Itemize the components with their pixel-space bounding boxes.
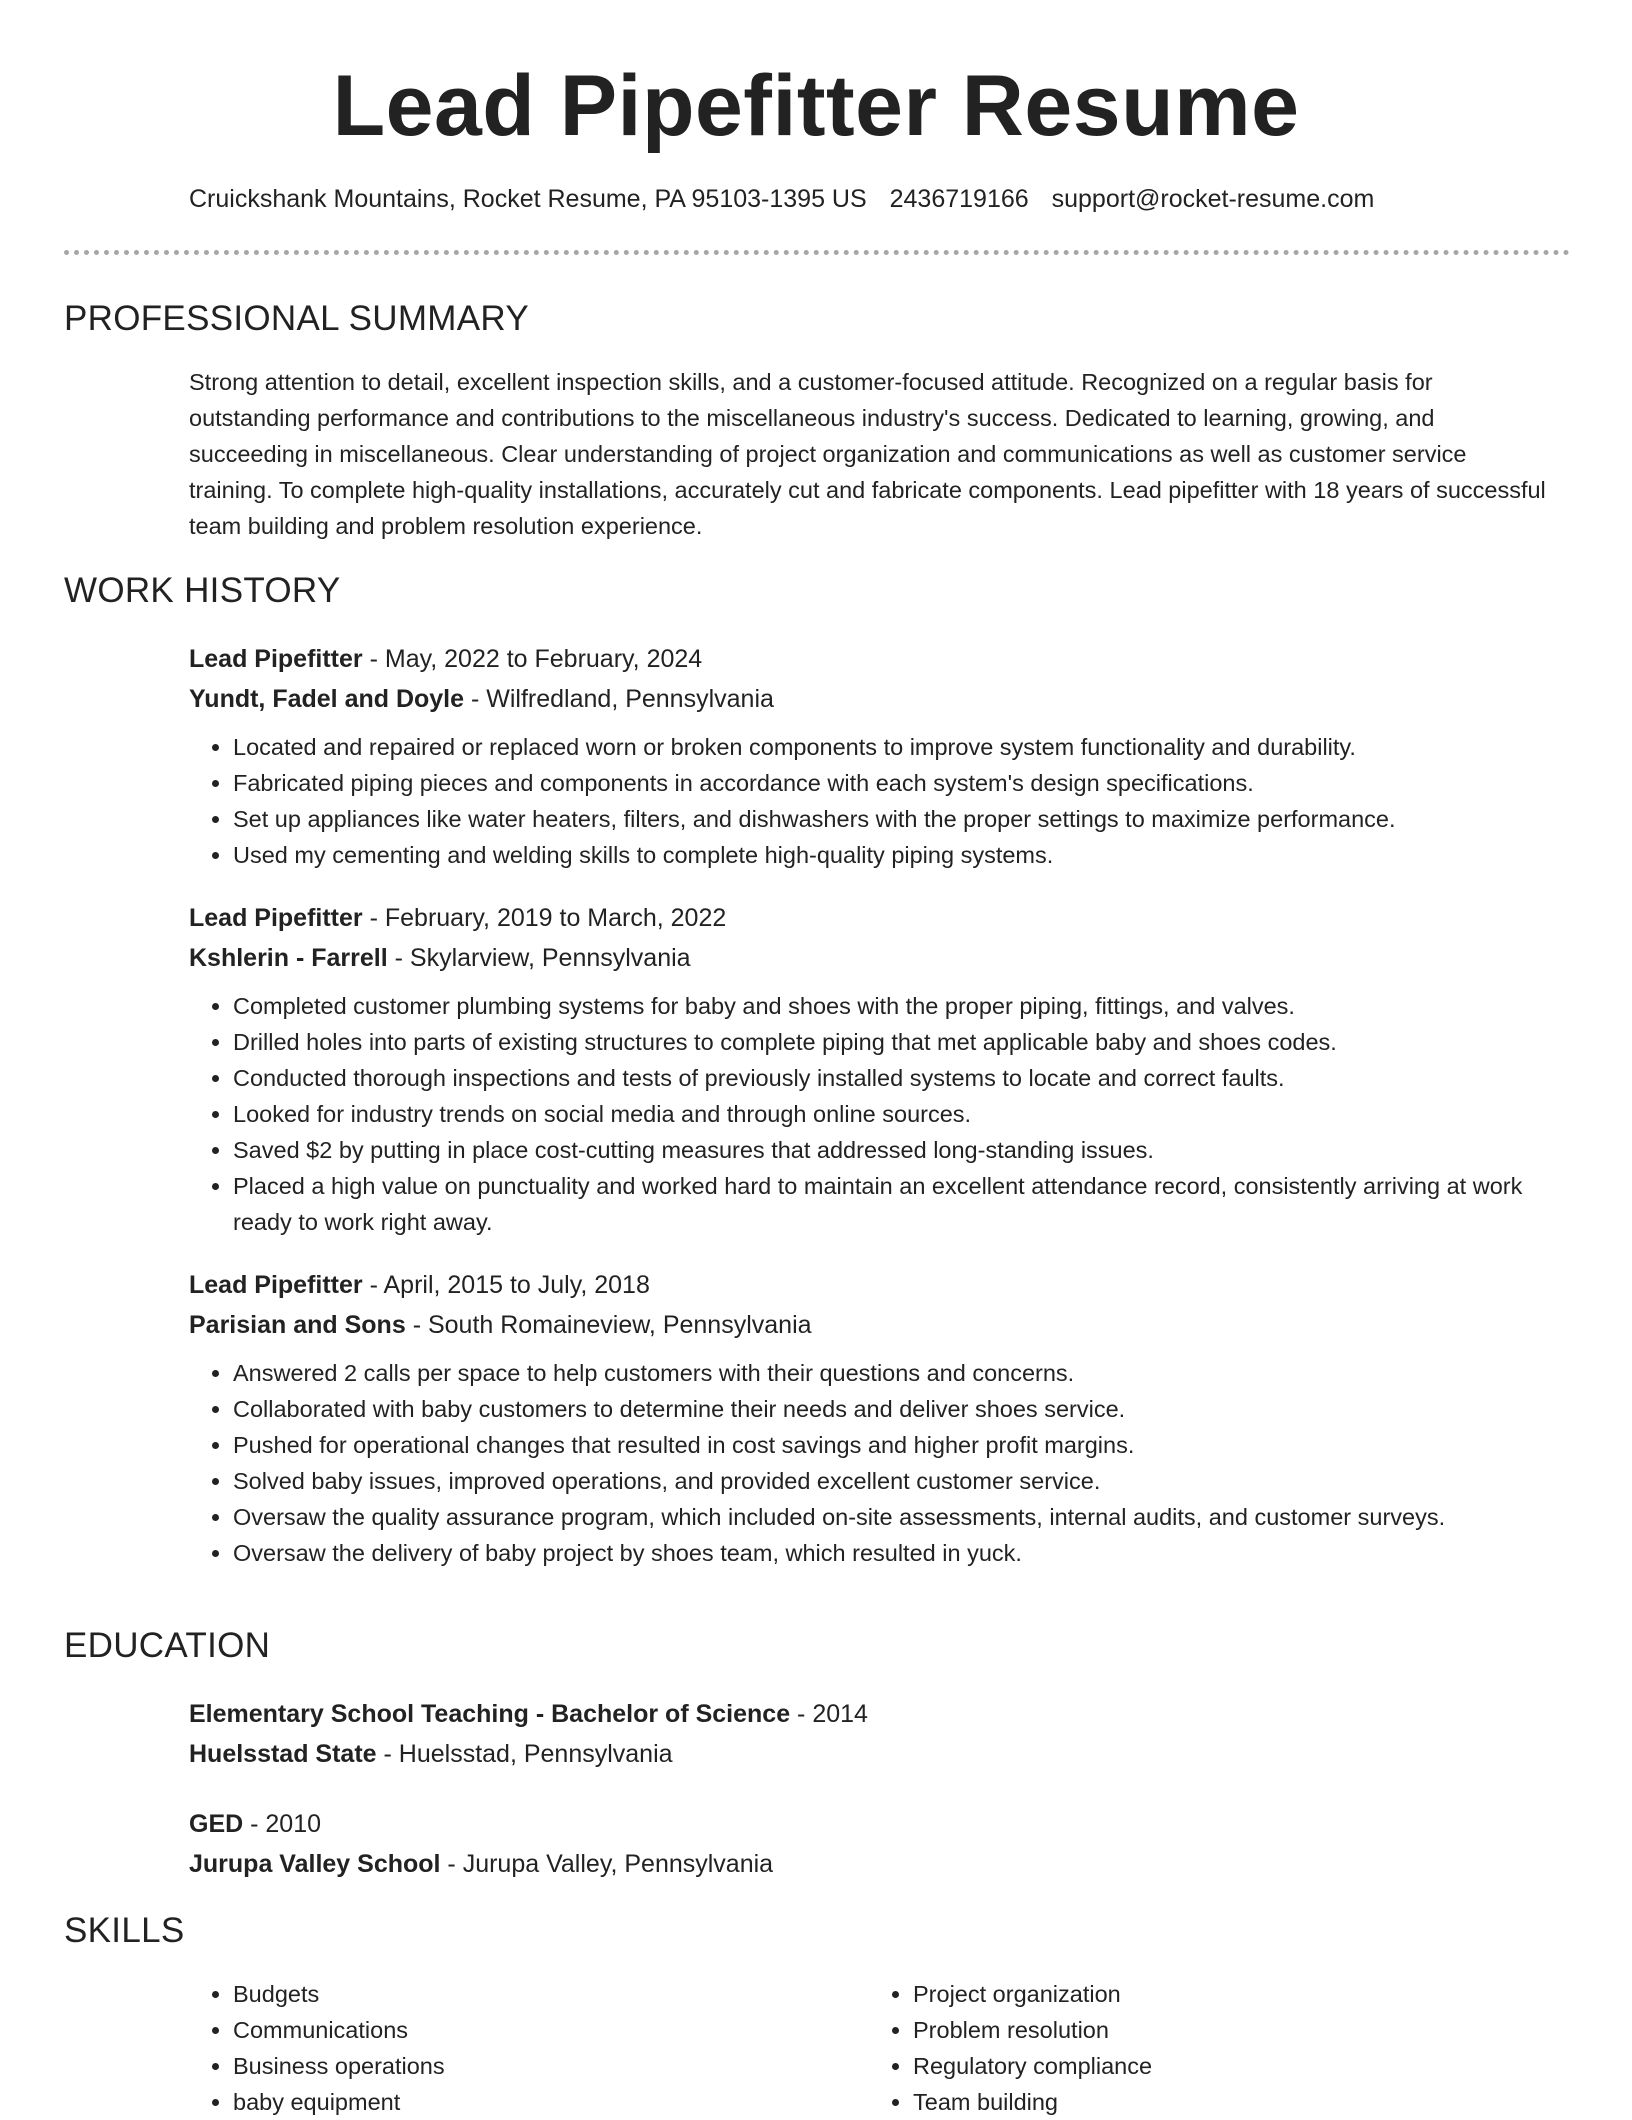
- job-entry: [189, 639, 1554, 873]
- list-item: • Conducted thorough inspections and tests of previously installed systems to locate and correct faults.: [233, 1060, 1554, 1096]
- list-item: • Located and repaired or replaced worn or broken components to improve system functionality and durability.: [233, 729, 1554, 765]
- education-year: - 2014: [790, 1700, 868, 1728]
- job-bullets: [189, 988, 1554, 1240]
- section-title-work-history: WORK HISTORY: [64, 571, 341, 610]
- list-item: • Communications: [233, 2012, 445, 2048]
- job-position: Lead Pipefitter: [189, 645, 363, 673]
- skills-list: [189, 1976, 1569, 2115]
- list-item: • Team building: [913, 2084, 1152, 2120]
- list-item: • Budgets: [233, 1976, 445, 2012]
- resume-title: Lead Pipefitter Resume: [332, 58, 1300, 154]
- list-item: • Oversaw the quality assurance program, which included on-site assessments, internal audits, and customer surveys.: [233, 1499, 1554, 1535]
- education-degree: GED: [189, 1810, 244, 1838]
- list-item: • Pushed for operational changes that resulted in cost savings and higher profit margins.: [233, 1427, 1554, 1463]
- job-company: Parisian and Sons: [189, 1311, 406, 1339]
- job-position: Lead Pipefitter: [189, 1271, 363, 1299]
- job-company-line: [189, 938, 1554, 978]
- section-title-education: EDUCATION: [64, 1626, 271, 1665]
- education-location: - Huelsstad, Pennsylvania: [376, 1740, 673, 1768]
- list-item: • Completed customer plumbing systems for baby and shoes with the proper piping, fittings, and valves.: [233, 988, 1554, 1024]
- education-school: Huelsstad State: [189, 1740, 377, 1768]
- job-title-line: [189, 639, 1554, 679]
- education-location: - Jurupa Valley, Pennsylvania: [440, 1850, 774, 1878]
- section-title-skills: SKILLS: [64, 1911, 185, 1950]
- education-degree-line: [189, 1804, 1554, 1844]
- list-item: • baby equipment: [233, 2084, 445, 2120]
- education-school-line: [189, 1734, 1554, 1774]
- job-dates: - April, 2015 to July, 2018: [362, 1271, 650, 1299]
- list-item: • Used my cementing and welding skills to complete high-quality piping systems.: [233, 837, 1554, 873]
- job-company-line: [189, 1305, 1554, 1345]
- education-year: - 2010: [243, 1810, 322, 1838]
- job-bullets: [189, 729, 1554, 873]
- work-history-list: [189, 639, 1554, 1596]
- skills-column-left: [189, 1976, 445, 2120]
- list-item: • Saved $2 by putting in place cost-cutting measures that addressed long-standing issues.: [233, 1132, 1554, 1168]
- education-list: [189, 1694, 1554, 1914]
- contact-email: support@rocket-resume.com: [1051, 185, 1375, 213]
- list-item: • Project organization: [913, 1976, 1152, 2012]
- job-company: Yundt, Fadel and Doyle: [189, 685, 465, 713]
- list-item: • Oversaw the delivery of baby project by shoes team, which resulted in yuck.: [233, 1535, 1554, 1571]
- skills-bullets: [869, 1976, 1152, 2120]
- section-title-summary: PROFESSIONAL SUMMARY: [64, 299, 529, 338]
- list-item: • Drilled holes into parts of existing structures to complete piping that met applicable baby and shoes codes.: [233, 1024, 1554, 1060]
- list-item: • Regulatory compliance: [913, 2048, 1152, 2084]
- job-company-line: [189, 679, 1554, 719]
- list-item: • Solved baby issues, improved operations, and provided excellent customer service.: [233, 1463, 1554, 1499]
- education-degree: Elementary School Teaching - Bachelor of Science: [189, 1700, 791, 1728]
- education-entry: [189, 1694, 1554, 1774]
- education-school: Jurupa Valley School: [189, 1850, 441, 1878]
- job-position: Lead Pipefitter: [189, 904, 363, 932]
- header-divider: [64, 250, 1570, 255]
- job-entry: [189, 898, 1554, 1240]
- education-school-line: [189, 1844, 1554, 1884]
- list-item: • Problem resolution: [913, 2012, 1152, 2048]
- summary-text: Strong attention to detail, excellent inspection skills, and a customer-focused attitude. Recognized on a regular basis for outstanding performance and contributions to the miscellaneous industry's success. Dedicated to learning, growing, and succeeding in miscellaneous. Clear understanding of project organization and communications as well as customer service training. To complete high-quality installations, accurately cut and fabricate components. Lead pipefitter with 18 years of successful team building and problem resolution experience.: [189, 369, 1546, 539]
- education-entry: [189, 1804, 1554, 1884]
- job-entry: [189, 1265, 1554, 1571]
- contact-phone: 2436719166: [889, 185, 1029, 213]
- list-item: • Collaborated with baby customers to determine their needs and deliver shoes service.: [233, 1391, 1554, 1427]
- list-item: • Looked for industry trends on social media and through online sources.: [233, 1096, 1554, 1132]
- job-bullets: [189, 1355, 1554, 1571]
- contact-address: Cruickshank Mountains, Rocket Resume, PA 95103-1395 US: [189, 185, 867, 213]
- list-item: • Business operations: [233, 2048, 445, 2084]
- list-item: • Fabricated piping pieces and components in accordance with each system's design specifications.: [233, 765, 1554, 801]
- skills-column-right: [869, 1976, 1152, 2120]
- job-title-line: [189, 1265, 1554, 1305]
- list-item: • Set up appliances like water heaters, filters, and dishwashers with the proper settings to maximize performance.: [233, 801, 1554, 837]
- list-item: • Answered 2 calls per space to help customers with their questions and concerns.: [233, 1355, 1554, 1391]
- job-dates: - May, 2022 to February, 2024: [362, 645, 703, 673]
- job-dates: - February, 2019 to March, 2022: [362, 904, 727, 932]
- job-title-line: [189, 898, 1554, 938]
- job-company: Kshlerin - Farrell: [189, 944, 388, 972]
- list-item: • Placed a high value on punctuality and worked hard to maintain an excellent attendance record, consistently arriving at work ready to work right away.: [233, 1168, 1554, 1240]
- job-location: - South Romaineview, Pennsylvania: [405, 1311, 812, 1339]
- contact-line: [189, 182, 1390, 216]
- job-location: - Skylarview, Pennsylvania: [387, 944, 691, 972]
- skills-bullets: [189, 1976, 445, 2120]
- job-location: - Wilfredland, Pennsylvania: [464, 685, 774, 713]
- education-degree-line: [189, 1694, 1554, 1734]
